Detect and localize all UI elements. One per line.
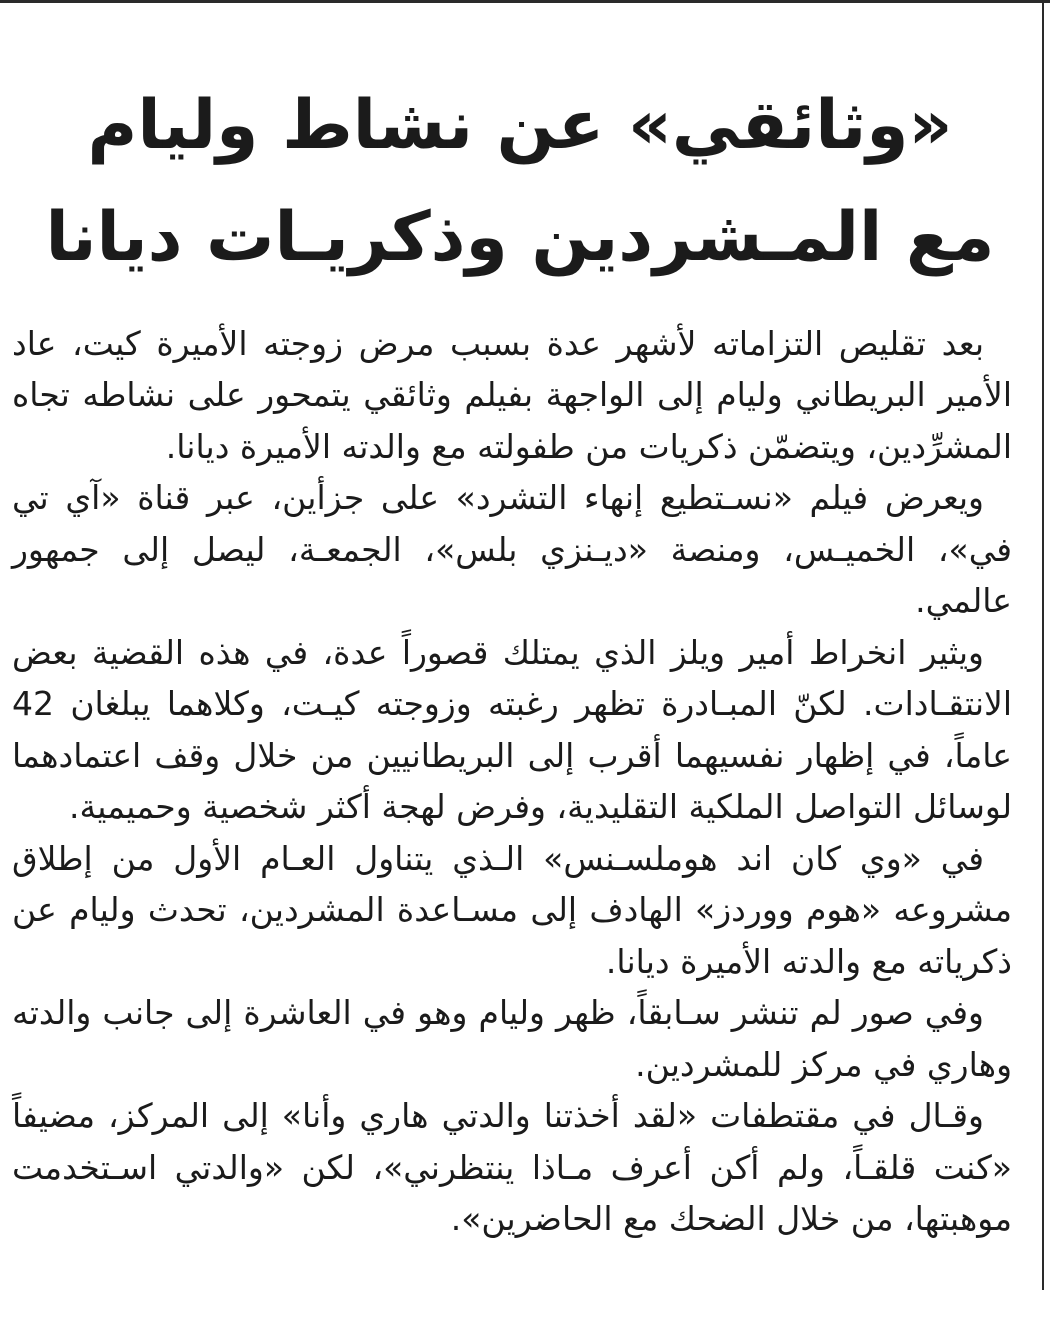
column-divider-rule: [1042, 0, 1044, 1290]
headline: [40, 70, 1000, 294]
article-paragraph: وقـال في مقتطفات «لقد أخذتنا والدتي هاري وأنا» إلى المركز، مضيفاً «كنت قلقـاً، ولم أكن أعرف مـاذا ينتظرني»، لكن «والدتي اسـتخدمت موهبتها، من خلال الضحك مع الحاضرين».: [12, 1096, 1012, 1239]
top-border-rule: [0, 0, 1050, 10]
article-body: [12, 318, 1012, 1245]
headline-line-1: «وثائقي» عن نشاط وليام: [87, 86, 953, 165]
article-paragraph: ويثير انخراط أمير ويلز الذي يمتلك قصوراً عدة، في هذه القضية بعض الانتقـادات. لكنّ المبـادرة تظهر رغبته وزوجته كيـت، وكلاهما يبلغان 42 عاماً، في إظهار نفسيهما أقرب إلى البريطانيين من خلال وقف اعتمادهما لوسائل التواصل الملكية التقليدية، وفرض لهجة أكثر شخصية وحميمية.: [12, 632, 1012, 827]
article-paragraph: في «وي كان اند هوملسـنس» الـذي يتناول العـام الأول من إطلاق مشروعه «هوم ووردز» الهادف إلى مسـاعدة المشردين، تحدث وليام عن ذكرياته مع والدته الأميرة ديانا.: [12, 838, 1012, 981]
article-paragraph: بعد تقليص التزاماته لأشهر عدة بسبب مرض زوجته الأميرة كيت، عاد الأمير البريطاني وليام إلى الواجهة بفيلم وثائقي يتمحور على نشاطه تجاه المشرِّدين، ويتضمّن ذكريات من طفولته مع والدته الأميرة ديانا.: [12, 324, 1012, 466]
headline-line-2: مع المـشردين وذكريـات ديانا: [45, 198, 995, 277]
article-paragraph: ويعرض فيلم «نسـتطيع إنهاء التشرد» على جزأين، عبر قناة «آي تي في»، الخميـس، ومنصة «ديـنزي بلس»، الجمعـة، ليصل إلى جمهور عالمي.: [12, 478, 1012, 621]
article-paragraph: وفي صور لم تنشر سـابقاً، ظهر وليام وهو في العاشرة إلى جانب والدته وهاري في مركز للمشردين.: [12, 993, 1012, 1084]
